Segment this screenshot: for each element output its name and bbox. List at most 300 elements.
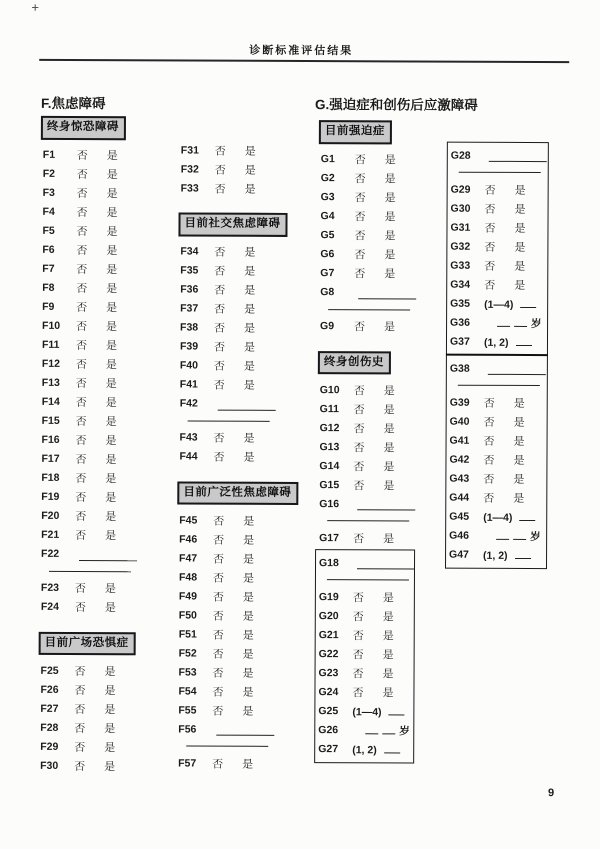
item-row-G4 (320, 207, 416, 226)
yes-option: 是 (243, 341, 255, 354)
fill-in-blank (513, 527, 526, 539)
no-option: 否 (353, 422, 365, 435)
item-row-G2 (321, 169, 417, 188)
item-id: F37 (180, 302, 199, 315)
no-option: 否 (354, 211, 366, 224)
yes-option: 是 (383, 422, 395, 435)
item-row-F42 (180, 394, 312, 414)
item-id: G42 (449, 453, 470, 466)
no-option: 否 (483, 454, 495, 467)
fill-in-blank (519, 509, 535, 521)
item-id: G14 (319, 459, 340, 472)
yes-option: 是 (513, 454, 525, 467)
item-row-F4 (43, 202, 169, 222)
item-row-G6 (320, 245, 416, 264)
item-id: F11 (41, 338, 60, 351)
item-id: F12 (41, 357, 61, 370)
yes-option: 是 (383, 403, 395, 416)
yes-option: 是 (382, 629, 394, 642)
yes-option: 是 (383, 441, 395, 454)
yes-option: 是 (242, 572, 254, 585)
item-row-F34 (180, 242, 312, 262)
no-option: 否 (353, 479, 365, 492)
yes-option: 是 (243, 534, 255, 547)
item-id: G29 (450, 183, 471, 196)
item-id: G27 (318, 742, 339, 755)
item-row-F56 (178, 719, 310, 739)
item-id: G21 (318, 628, 339, 641)
item-row-F6 (42, 240, 168, 260)
fill-in-blank (357, 556, 415, 569)
item-row-F33 (181, 178, 313, 198)
no-option: 否 (76, 321, 88, 334)
no-option: 否 (214, 303, 226, 316)
yes-option: 是 (106, 150, 118, 163)
no-option: 否 (76, 169, 88, 182)
item-row-F35 (180, 261, 312, 281)
item-id: G16 (319, 497, 340, 510)
item-id: G38 (449, 362, 470, 375)
item-id: F6 (42, 243, 55, 256)
item-row-G11 (320, 399, 416, 418)
item-id: G3 (320, 191, 335, 204)
no-option: 否 (484, 184, 496, 197)
item-id: G28 (450, 149, 471, 162)
no-option: 否 (483, 397, 495, 410)
yes-option: 是 (384, 173, 396, 186)
item-id: G4 (320, 210, 335, 223)
item-row-F16 (42, 430, 168, 450)
item-id: G5 (320, 229, 335, 242)
answer-line (327, 520, 409, 521)
range-answer (352, 703, 411, 718)
range-label: (1—4) (483, 511, 513, 524)
no-option: 否 (483, 435, 495, 448)
age-suffix: 岁 (530, 530, 541, 543)
item-id: F52 (178, 646, 197, 660)
item-id: F10 (42, 319, 61, 332)
item-row-G43 (449, 469, 544, 488)
yes-option: 是 (105, 340, 117, 353)
fill-in-blank (515, 334, 531, 346)
item-id: G8 (320, 286, 335, 299)
range-label: (1, 2) (483, 549, 508, 562)
item-id: F22 (41, 547, 60, 560)
item-row-F47 (179, 548, 311, 568)
item-row-G40 (450, 412, 545, 431)
section-title-f: F.焦虑障碍 (40, 95, 106, 112)
item-row-F27 (40, 699, 166, 719)
yes-option: 是 (242, 629, 254, 642)
column-f-left (40, 116, 169, 776)
item-id: F7 (42, 262, 55, 275)
item-row-G10 (320, 380, 416, 399)
range-answer (483, 509, 544, 524)
no-option: 否 (76, 302, 88, 315)
item-id: G35 (450, 297, 471, 310)
item-id: G36 (450, 316, 470, 329)
item-id: G41 (449, 434, 470, 447)
age-suffix: 岁 (399, 724, 410, 737)
no-option: 否 (75, 435, 87, 448)
item-id: G7 (320, 267, 335, 280)
item-id: F51 (178, 627, 197, 641)
no-option: 否 (75, 378, 87, 391)
yes-option: 是 (105, 530, 117, 543)
item-id: F34 (180, 245, 199, 258)
no-option: 否 (354, 321, 366, 334)
item-row-F36 (180, 280, 312, 300)
yes-option: 是 (243, 515, 255, 528)
item-row-F32 (181, 159, 313, 179)
no-option: 否 (213, 341, 225, 354)
no-option: 否 (352, 648, 364, 661)
no-option: 否 (354, 154, 366, 167)
no-option: 否 (213, 534, 225, 547)
item-row-G45 (449, 507, 544, 526)
item-row-F38 (180, 318, 312, 338)
item-id: F17 (41, 452, 60, 465)
item-row-F14 (42, 392, 168, 412)
yes-option: 是 (383, 532, 395, 545)
no-option: 否 (75, 511, 87, 524)
fill-in-blank (389, 703, 405, 715)
item-id: F14 (41, 395, 60, 408)
item-id: F8 (42, 281, 55, 294)
item-id: F30 (40, 759, 59, 772)
item-row-F45 (179, 510, 311, 530)
item-row-G27 (318, 739, 411, 758)
item-row-F3 (43, 183, 169, 203)
item-row-F29 (40, 737, 166, 757)
yes-option: 是 (243, 451, 255, 464)
no-option: 否 (484, 241, 496, 254)
yes-option: 是 (244, 322, 256, 335)
no-option: 否 (353, 532, 365, 545)
item-row-F21 (41, 525, 167, 545)
item-row-G15 (319, 475, 415, 494)
answer-line-row (180, 413, 312, 429)
no-option: 否 (212, 758, 224, 771)
spacer (179, 466, 311, 482)
answer-line-row (41, 563, 167, 579)
no-option: 否 (484, 203, 496, 216)
item-row-G25 (318, 701, 411, 720)
page-header-title: 诊断标准评估结果 (249, 44, 354, 58)
item-row-G37 (450, 332, 545, 351)
item-row-F54 (178, 681, 310, 701)
yes-option: 是 (384, 249, 396, 262)
yes-option: 是 (382, 610, 394, 623)
yes-option: 是 (383, 460, 395, 473)
item-row-G29 (451, 180, 546, 199)
no-option: 否 (214, 145, 226, 158)
spacer (41, 616, 167, 632)
item-row-F39 (180, 337, 312, 357)
item-row-F48 (179, 567, 311, 587)
item-id: G39 (449, 396, 470, 409)
no-option: 否 (353, 403, 365, 416)
item-id: F50 (178, 608, 197, 622)
item-row-G17 (319, 528, 415, 547)
item-row-F43 (180, 428, 312, 448)
fill-in-blank (79, 548, 137, 561)
item-id: F48 (178, 570, 198, 584)
yes-option: 是 (513, 435, 525, 448)
fill-in-blank (358, 286, 416, 299)
item-id: G46 (449, 529, 470, 542)
item-id: F25 (40, 664, 59, 677)
answer-line-row (320, 302, 416, 317)
item-row-F55 (178, 700, 310, 720)
yes-option: 是 (514, 260, 526, 273)
item-id: G18 (319, 556, 339, 569)
yes-option: 是 (105, 378, 117, 391)
item-row-G5 (320, 226, 416, 245)
item-id: F27 (40, 702, 59, 715)
column-g-right (449, 140, 549, 569)
item-row-G7 (320, 264, 416, 283)
no-option: 否 (212, 667, 224, 680)
no-option: 否 (483, 473, 495, 486)
item-id: F57 (178, 756, 197, 770)
item-id: G20 (318, 609, 339, 622)
yes-option: 是 (243, 379, 255, 392)
item-id: F31 (180, 143, 199, 157)
item-row-F8 (42, 278, 168, 298)
range-answer (483, 547, 544, 562)
fill-in-blank (520, 296, 536, 308)
item-row-F10 (42, 316, 168, 336)
item-id: F54 (178, 684, 197, 698)
fill-in-blank (514, 314, 527, 326)
yes-option: 是 (105, 359, 117, 372)
item-row-F49 (179, 586, 311, 606)
item-id: G13 (319, 440, 340, 453)
group-header: 终身惊恐障碍 (41, 116, 126, 140)
column-f-right (178, 140, 313, 773)
item-row-F15 (42, 411, 168, 431)
item-id: G15 (319, 478, 340, 491)
item-row-F28 (40, 718, 166, 738)
item-id: F46 (179, 532, 198, 546)
item-id: F40 (179, 359, 199, 372)
yes-option: 是 (382, 648, 394, 661)
item-row-G33 (450, 256, 545, 275)
no-option: 否 (74, 703, 86, 716)
answer-line (186, 746, 268, 747)
no-option: 否 (352, 629, 364, 642)
no-option: 否 (74, 684, 86, 697)
no-option: 否 (213, 515, 225, 528)
item-row-G38 (450, 359, 545, 378)
item-id: G6 (320, 248, 335, 261)
no-option: 否 (75, 340, 87, 353)
yes-option: 是 (242, 758, 254, 771)
item-id: F21 (41, 528, 60, 541)
column-g-left (318, 120, 417, 763)
no-option: 否 (74, 665, 86, 678)
range-label: (1—4) (484, 298, 514, 311)
yes-option: 是 (244, 164, 256, 177)
no-option: 否 (483, 416, 495, 429)
item-id: F1 (42, 148, 56, 161)
no-option: 否 (483, 492, 495, 505)
no-option: 否 (76, 245, 88, 258)
answer-line (49, 570, 131, 571)
no-option: 否 (76, 264, 88, 277)
group-header: 目前广场恐惧症 (39, 631, 136, 655)
item-id: G12 (319, 421, 340, 434)
yes-option: 是 (243, 360, 255, 373)
item-row-G26 (318, 720, 411, 739)
yes-option: 是 (244, 303, 256, 316)
fill-in-blank (382, 722, 395, 734)
item-row-F9 (42, 297, 168, 317)
fill-in-blank (218, 397, 276, 410)
item-row-F17 (41, 449, 167, 469)
item-row-F52 (179, 643, 311, 663)
item-id: G17 (319, 531, 340, 544)
item-row-G1 (321, 150, 417, 169)
item-id: F28 (40, 721, 59, 734)
yes-option: 是 (514, 184, 526, 197)
item-id: F23 (40, 581, 60, 594)
no-option: 否 (214, 246, 226, 259)
item-row-G16 (319, 494, 415, 513)
range-label: (1—4) (352, 706, 382, 719)
no-option: 否 (354, 192, 366, 205)
no-option: 否 (75, 454, 87, 467)
item-row-G21 (319, 625, 412, 644)
answer-line-row (319, 513, 415, 528)
item-id: F4 (42, 205, 55, 218)
item-id: F44 (179, 450, 198, 463)
yes-option: 是 (244, 284, 256, 297)
no-option: 否 (75, 416, 87, 429)
yes-option: 是 (242, 591, 254, 604)
item-id: F26 (40, 683, 59, 696)
no-option: 否 (214, 284, 226, 297)
yes-option: 是 (105, 397, 117, 410)
item-row-G35 (450, 294, 545, 313)
yes-option: 是 (514, 279, 526, 292)
item-row-F19 (41, 487, 167, 507)
fill-in-blank (497, 314, 510, 326)
item-row-G39 (450, 393, 545, 412)
item-row-G30 (451, 199, 546, 218)
item-row-F20 (41, 506, 167, 526)
yes-option: 是 (514, 222, 526, 235)
yes-option: 是 (106, 169, 118, 182)
item-id: F24 (40, 600, 59, 613)
age-answer (484, 314, 545, 330)
no-option: 否 (352, 610, 364, 623)
fill-in-blank (216, 723, 274, 736)
no-option: 否 (212, 610, 224, 623)
item-id: F47 (179, 551, 198, 565)
yes-option: 是 (513, 492, 525, 505)
item-row-G8 (320, 283, 416, 302)
no-option: 否 (74, 760, 86, 773)
item-id: F41 (179, 378, 198, 391)
fill-in-blank (365, 722, 378, 734)
answer-line-row (319, 572, 412, 587)
no-option: 否 (212, 591, 224, 604)
yes-option: 是 (105, 492, 117, 505)
no-option: 否 (352, 686, 364, 699)
yes-option: 是 (384, 211, 396, 224)
yes-option: 是 (105, 511, 117, 524)
item-id: G47 (449, 548, 469, 561)
item-id: F15 (41, 414, 60, 427)
no-option: 否 (213, 360, 225, 373)
item-row-G12 (320, 418, 416, 437)
yes-option: 是 (104, 583, 116, 596)
item-id: F32 (180, 162, 199, 176)
group-header: 目前广泛性焦虑障碍 (177, 481, 298, 505)
yes-option: 是 (105, 454, 117, 467)
grouped-items-box (314, 549, 415, 763)
item-row-F37 (180, 299, 312, 319)
answer-line-row (178, 738, 310, 754)
group-header: 目前社交焦虑障碍 (178, 212, 287, 236)
range-answer (484, 334, 545, 349)
age-answer (352, 722, 411, 738)
registration-mark: + (31, 0, 40, 15)
yes-option: 是 (384, 192, 396, 205)
no-option: 否 (354, 173, 366, 186)
group-header: 目前强迫症 (319, 120, 392, 144)
answer-line (459, 172, 541, 173)
item-id: G31 (450, 221, 471, 234)
no-option: 否 (213, 379, 225, 392)
age-answer (483, 527, 544, 543)
yes-option: 是 (244, 145, 256, 158)
item-id: G26 (318, 723, 339, 736)
no-option: 否 (75, 473, 87, 486)
header-rule (39, 59, 569, 63)
no-option: 否 (354, 249, 366, 262)
yes-option: 是 (242, 686, 254, 699)
item-row-G34 (450, 275, 545, 294)
no-option: 否 (213, 553, 225, 566)
item-id: F38 (180, 321, 199, 334)
item-id: F3 (42, 186, 55, 199)
item-id: F55 (178, 703, 197, 717)
yes-option: 是 (383, 479, 395, 492)
yes-option: 是 (382, 667, 394, 680)
yes-option: 是 (384, 321, 396, 334)
item-row-F23 (41, 578, 167, 598)
yes-option: 是 (513, 397, 525, 410)
no-option: 否 (214, 164, 226, 177)
item-id: F42 (179, 397, 198, 410)
no-option: 否 (74, 741, 86, 754)
no-option: 否 (352, 667, 364, 680)
yes-option: 是 (244, 246, 256, 259)
yes-option: 是 (514, 203, 526, 216)
no-option: 否 (214, 265, 226, 278)
item-row-F30 (40, 756, 166, 776)
fill-in-blank (384, 741, 400, 753)
fill-in-blank (488, 362, 546, 375)
item-row-G36 (450, 313, 545, 332)
item-row-G44 (449, 488, 544, 507)
no-option: 否 (76, 207, 88, 220)
yes-option: 是 (104, 665, 116, 678)
item-id: F33 (180, 181, 199, 195)
